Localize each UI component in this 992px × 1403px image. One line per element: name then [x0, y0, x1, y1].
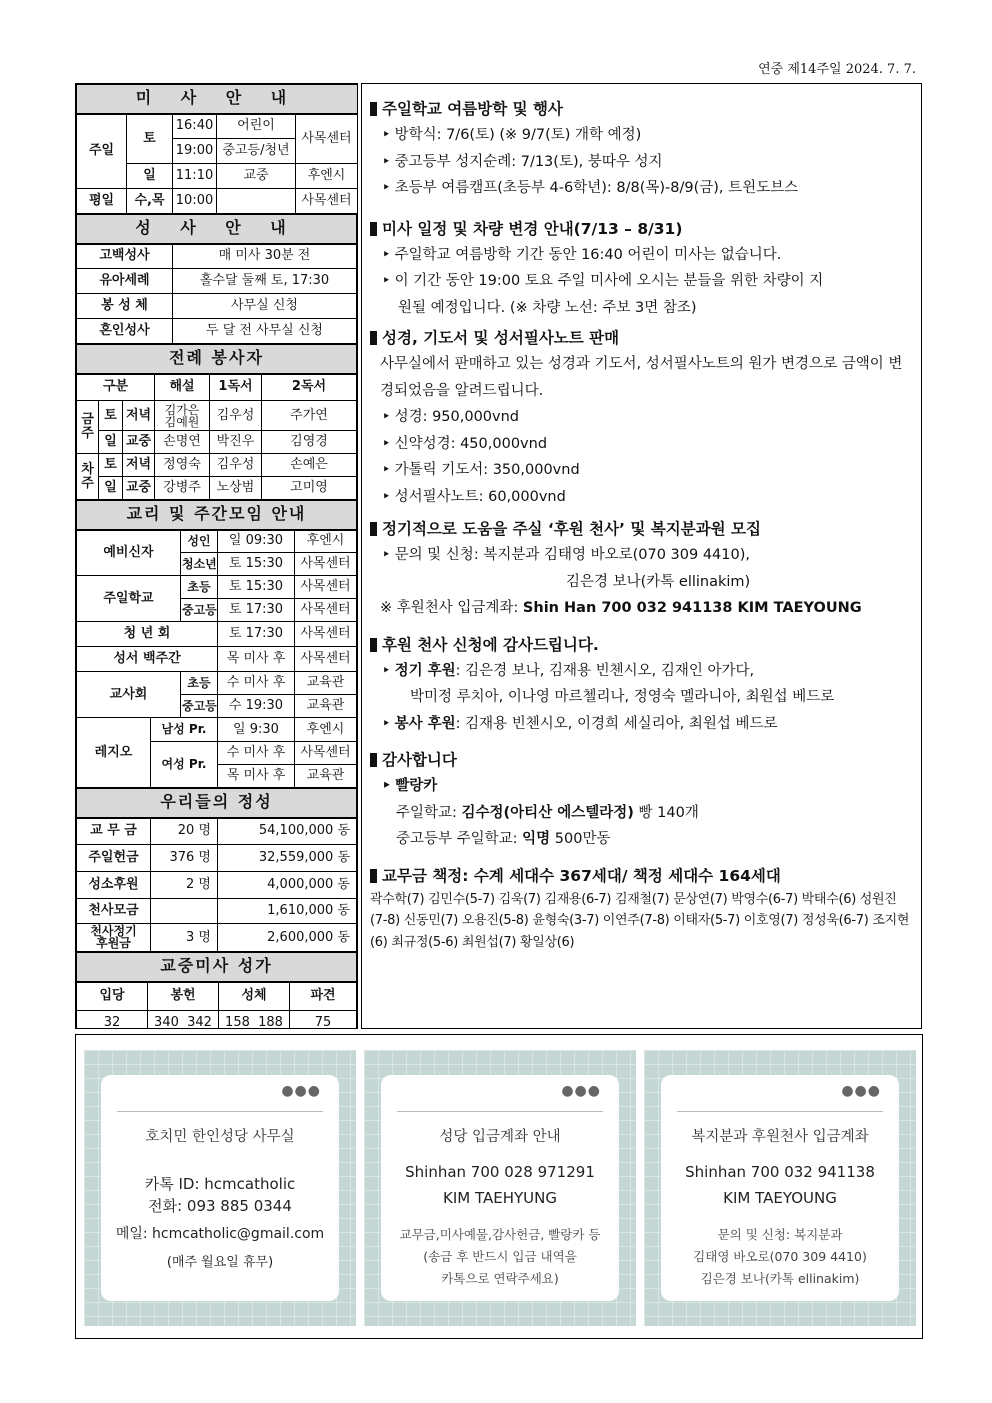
- left-column: [75, 83, 358, 1029]
- mass-title: 미 사 안 내: [77, 85, 358, 114]
- info-cards-box: [75, 1034, 923, 1339]
- offerings-title: 우리들의 정성: [77, 789, 357, 818]
- notices-column: [361, 83, 922, 1029]
- card-panel-welfare-account: [644, 1050, 916, 1326]
- notice-books: 성경, 기도서 및 성서필사노트 판매 사무실에서 판매하고 있는 성경과 기도서, 성서필사노트의 원가 변경으로 금액이 변경되었음을 알려드립니다. ‣ 성경: 950,000vnd ‣ 신약성경: 450,000vnd ‣ 가톨릭 기도서: 350,000vnd ‣ 성서필사노트: 60,000vnd: [370, 325, 911, 510]
- church-account-card: ●●● 성당 입금계좌 안내 Shinhan 700 028 971291 KIM TAEHYUNG 교무금,미사예물,감사헌금, 빨랑카 등 (송금 후 반드시 입금 내역을 카톡으로 연락주세요): [381, 1075, 619, 1301]
- welfare-account-card: ●●● 복지분과 후원천사 입금계좌 Shinhan 700 032 941138 KIM TAEYOUNG 문의 및 신청: 복지분과 김태영 바오로(070 309 4410) 김은경 보나(카톡 ellinakim): [661, 1075, 899, 1301]
- sacrament-table: 성 사 안 내 고백성사 매 미사 30분 전 유아세례 홀수달 둘째 토, 17:30 봉 성 체 사무실 신청 혼인성사 두 달 전 사무실 신청: [76, 214, 357, 344]
- gatherings-table: 교리 및 주간모임 안내 예비신자 성인 일 09:30 후엔시 청소년 토 15:30 사목센터 주일학교 초등 토 15:30 사목센터 중고등 토 17:30 사목센터 청 년 회 토 17:30 사목센터 성서 백주간 목 미사 후 사목센터 교사회 초등 수 미사 후 교육관 중고등 수 19:30 교육관 레지오 남성 Pr. 일 9:30 후엔시 여성 Pr. 수 미사 후 사목센터 목 미사 후 교육관: [76, 500, 357, 788]
- notice-recruit: 정기적으로 도움을 주실 ‘후원 천사’ 및 복지분과원 모집 ‣ 문의 및 신청: 복지분과 김태영 바오로(070 309 4410), 김은경 보나(카톡 ellinakim) ※ 후원천사 입금계좌: Shin Han 700 032 941138 KIM TAEYOUNG: [370, 516, 911, 622]
- card-panel-church-account: [364, 1050, 636, 1326]
- offerings-table: 우리들의 정성 교 무 금 20 명 54,100,000 동 주일헌금 376 명 32,559,000 동 성소후원 2 명 4,000,000 동 천사모금 1,610,000 동 천사정기 후원금 3 명 2,600,000 동: [76, 788, 357, 952]
- hymns-title: 교중미사 성가: [77, 953, 357, 982]
- liturgy-servers-table: 전례 봉사자 구분 해설 1독서 2독서 금주 토 저녁 김가은 김예원 김우성 주가연 일 교중 손명연 박진우 김영경 차주 토 저녁 정영숙 김우성 손예은 일 교중 강병주 노상범 고미영: [76, 344, 357, 500]
- hymns-table: 교중미사 성가 입당 봉헌 성체 파견 32 340 342 158 188 75: [76, 952, 357, 1029]
- bulletin-date: 연중 제14주일 2024. 7. 7.: [758, 62, 916, 77]
- servers-title: 전례 봉사자: [77, 345, 357, 374]
- notice-dues: 교무금 책정: 수계 세대수 367세대/ 책정 세대수 164세대 곽수학(7) 김민수(5-7) 김욱(7) 김재용(6-7) 김재철(7) 문상연(7) 박영수(6-7) 박태수(6) 성원진(7-8) 신동민(7) 오용진(5-8) 윤형숙(3-7) 이연주(7-8) 이태자(5-7) 이호영(7) 정성욱(6-7) 조지현(6) 최규정(5-6) 최원섭(7) 황일상(6): [370, 863, 911, 954]
- notice-thanks: 감사합니다 ‣ 빨랑카 주일학교: 김수정(아티산 에스텔라정) 빵 140개 중고등부 주일학교: 익명 500만동: [370, 747, 911, 853]
- mass-schedule-table: 미 사 안 내 주일 토 16:40 어린이 사목센터 19:00 중고등/청년 일 11:10 교중 후엔시 평일 수,목 10:00 사목센터: [76, 84, 358, 214]
- sunday-label: 주일: [77, 114, 127, 189]
- sacrament-title: 성 사 안 내: [77, 215, 357, 244]
- card-panel-office: [84, 1050, 356, 1326]
- saturday-label: 토: [127, 114, 173, 164]
- notice-thanks-sponsors: 후원 천사 신청에 감사드립니다. ‣ 정기 후원: 김은경 보나, 김재용 빈첸시오, 김재인 아가다, 박미정 루치아, 이나영 마르첼리나, 정영숙 멜라니아, 최원섭 베드로 ‣ 봉사 후원: 김재용 빈첸시오, 이경희 세실리아, 최원섭 베드로: [370, 632, 911, 738]
- gatherings-title: 교리 및 주간모임 안내: [77, 501, 357, 530]
- notice-mass-schedule: 미사 일정 및 차량 변경 안내(7/13 – 8/31) ‣ 주일학교 여름방학 기간 동안 16:40 어린이 미사는 없습니다. ‣ 이 기간 동안 19:00 토요 주일 미사에 오시는 분들을 위한 차량이 지 원될 예정입니다. (※ 차량 노선: 주보 3면 참조): [370, 216, 911, 322]
- office-card: ●●● 호치민 한인성당 사무실 카톡 ID: hcmcatholic 전화: 093 885 0344 메일: hcmcatholic@gmail.com (매주 월요일 휴무): [101, 1075, 339, 1301]
- dues-names: 곽수학(7) 김민수(5-7) 김욱(7) 김재용(6-7) 김재철(7) 문상연(7) 박영수(6-7) 박태수(6) 성원진(7-8) 신동민(7) 오용진(5-8) 윤형숙(3-7) 이연주(7-8) 이태자(5-7) 이호영(7) 정성욱(6-7) 조지현(6) 최규정(5-6) 최원섭(7) 황일상(6): [370, 891, 910, 950]
- notice-sunday-school: 주일학교 여름방학 및 행사 ‣ 방학식: 7/6(토) (※ 9/7(토) 개학 예정) ‣ 중고등부 성지순례: 7/13(토), 붕따우 성지 ‣ 초등부 여름캠프(초등부 4-6학년): 8/8(목)-8/9(금), 트윈도브스: [370, 96, 911, 202]
